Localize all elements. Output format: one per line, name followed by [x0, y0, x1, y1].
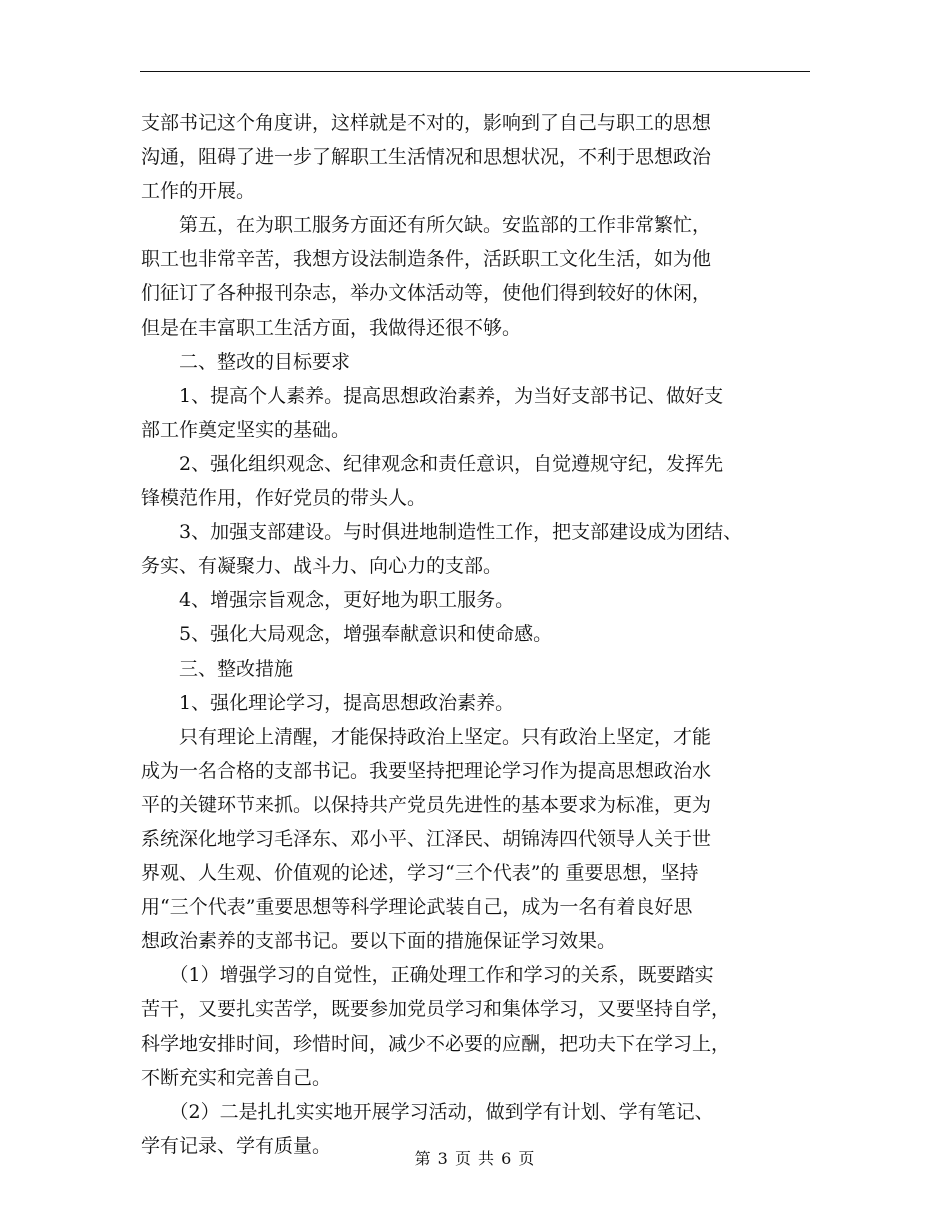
text-line: 部工作奠定坚实的基础。	[141, 418, 351, 441]
text-line: 2、强化组织观念、纪律观念和责任意识，自觉遵规守纪，发挥先	[141, 452, 724, 475]
text-line: 但是在丰富职工生活方面，我做得还很不够。	[141, 316, 522, 339]
header-divider	[140, 71, 810, 72]
text-line: 工作的开展。	[141, 180, 256, 203]
text-line: 平的关键环节来抓。以保持共产党员先进性的基本要求为标准，更为	[141, 793, 712, 816]
text-line: 1、提高个人素养。提高思想政治素养，为当好支部书记、做好支	[141, 384, 724, 407]
text-line: 锋模范作用，作好党员的带头人。	[141, 487, 427, 510]
page-number-footer: 第 3 页 共 6 页	[414, 1149, 536, 1168]
text-line: 界观、人生观、价值观的论述，学习“三个代表”的 重要思想，坚持	[141, 862, 699, 885]
text-line: 务实、有凝聚力、战斗力、向心力的支部。	[141, 555, 503, 578]
text-line: 3、加强支部建设。与时俱进地制造性工作，把支部建设成为团结、	[141, 521, 743, 544]
section-heading: 三、整改措施	[141, 657, 294, 680]
text-line: 系统深化地学习毛泽东、邓小平、江泽民、胡锦涛四代领导人关于世	[141, 827, 712, 850]
text-line: 5、强化大局观念，增强奉献意识和使命感。	[141, 623, 553, 646]
text-line: 们征订了各种报刊杂志，举办文体活动等，使他们得到较好的休闲，	[141, 282, 712, 305]
text-line: （1）增强学习的自觉性，正确处理工作和学习的关系，既要踏实	[141, 964, 714, 987]
text-line: 用“三个代表”重要思想等科学理论武装自己，成为一名有着良好思	[141, 896, 693, 919]
text-line: 想政治素养的支部书记。要以下面的措施保证学习效果。	[141, 930, 617, 953]
text-line: （2）二是扎扎实实地开展学习活动，做到学有计划、学有笔记、	[141, 1100, 714, 1123]
text-line: 不断充实和完善自己。	[141, 1066, 332, 1089]
text-line: 支部书记这个角度讲，这样就是不对的，影响到了自己与职工的思想	[141, 112, 712, 134]
text-line: 职工也非常辛苦，我想方设法制造条件，活跃职工文化生活，如为他	[141, 248, 712, 271]
section-heading: 二、整改的目标要求	[141, 350, 351, 373]
document-body	[141, 106, 813, 1163]
text-line: 苦干，又要扎实苦学，既要参加党员学习和集体学习，又要坚持自学，	[141, 998, 731, 1021]
text-line: 学有记录、学有质量。	[141, 1134, 332, 1157]
text-line: 只有理论上清醒，才能保持政治上坚定。只有政治上坚定，才能	[141, 725, 712, 748]
text-line: 第五，在为职工服务方面还有所欠缺。安监部的工作非常繁忙，	[141, 214, 712, 237]
text-line: 沟通，阻碍了进一步了解职工生活情况和思想状况，不利于思想政治	[141, 146, 712, 169]
text-line: 科学地安排时间，珍惜时间，减少不必要的应酬，把功夫下在学习上，	[141, 1032, 731, 1055]
text-line: 成为一名合格的支部书记。我要坚持把理论学习作为提高思想政治水	[141, 759, 712, 782]
text-line: 4、增强宗旨观念，更好地为职工服务。	[141, 589, 515, 612]
text-line: 1、强化理论学习，提高思想政治素养。	[141, 691, 515, 714]
